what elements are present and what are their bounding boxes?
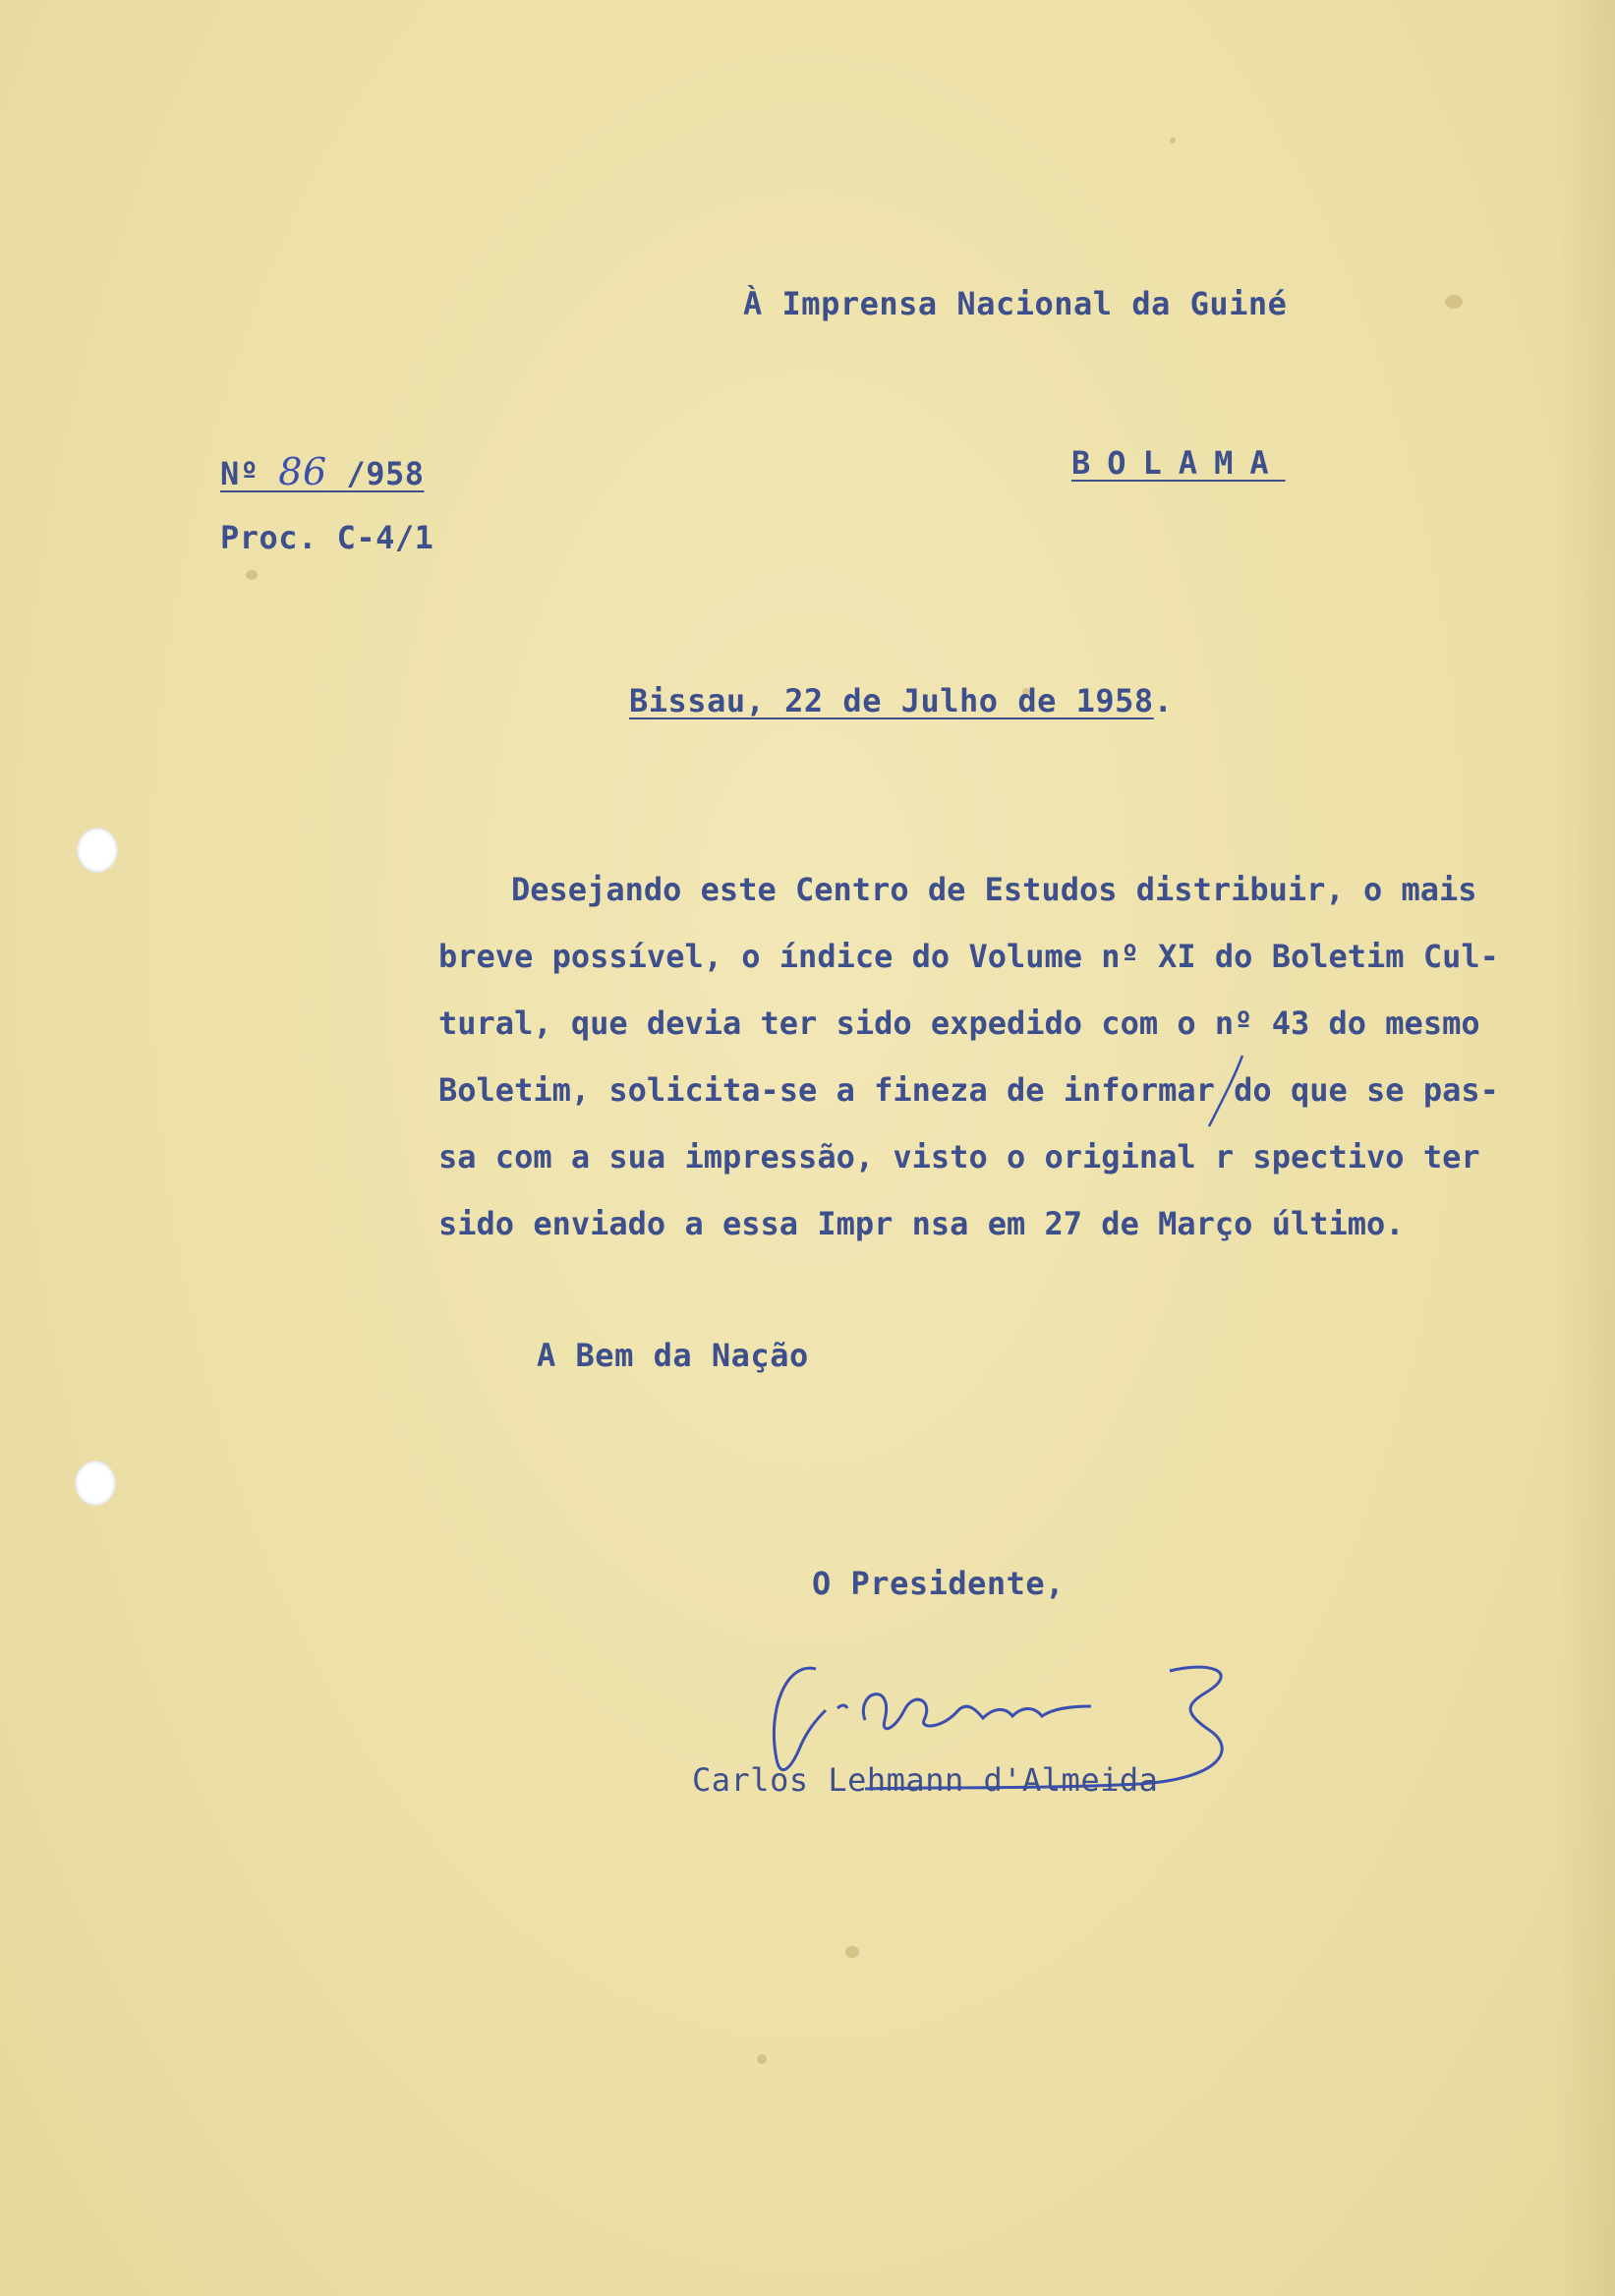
- reference-prefix: Nº: [220, 455, 260, 492]
- reference-number: [220, 450, 424, 493]
- paper-stain: [1445, 295, 1463, 309]
- date-period: .: [1153, 682, 1174, 719]
- reference-number-handwritten: 86: [278, 450, 327, 493]
- date-text: Bissau, 22 de Julho de 1958: [629, 682, 1154, 719]
- body-line-2: breve possível, o índice do Volume nº XI do Boletim Cul-: [438, 938, 1499, 975]
- body-line-5: sa com a sua impressão, visto o original r spectivo ter: [438, 1138, 1480, 1176]
- paper-stain: [246, 570, 258, 580]
- signer-title: O Presidente,: [812, 1565, 1065, 1602]
- correction-mark: [1203, 1052, 1252, 1130]
- paper-stain: [845, 1946, 859, 1958]
- paper-stain: [757, 2054, 767, 2064]
- binder-hole-top: [77, 828, 118, 873]
- binder-hole-bottom: [75, 1461, 116, 1506]
- destination-heading: BOLAMA: [1071, 444, 1286, 482]
- page-edge-shadow: [1556, 0, 1615, 2296]
- date-line: [629, 682, 1173, 719]
- closing-salutation: A Bem da Nação: [537, 1337, 809, 1374]
- recipient-line: À Imprensa Nacional da Guiné: [743, 285, 1288, 322]
- body-line-6: sido enviado a essa Impr nsa em 27 de Março último.: [438, 1205, 1405, 1242]
- reference-year: /958: [346, 455, 425, 492]
- body-line-3: tural, que devia ter sido expedido com o nº 43 do mesmo: [438, 1004, 1480, 1042]
- body-line-4: Boletim, solicita-se a fineza de informar do que se pas-: [438, 1071, 1499, 1109]
- process-reference: Proc. C-4/1: [220, 519, 434, 556]
- signer-name: Carlos Lehmann d'Almeida: [692, 1761, 1159, 1799]
- paper-stain: [1170, 138, 1176, 144]
- body-line-1: Desejando este Centro de Estudos distribuir, o mais: [511, 871, 1477, 908]
